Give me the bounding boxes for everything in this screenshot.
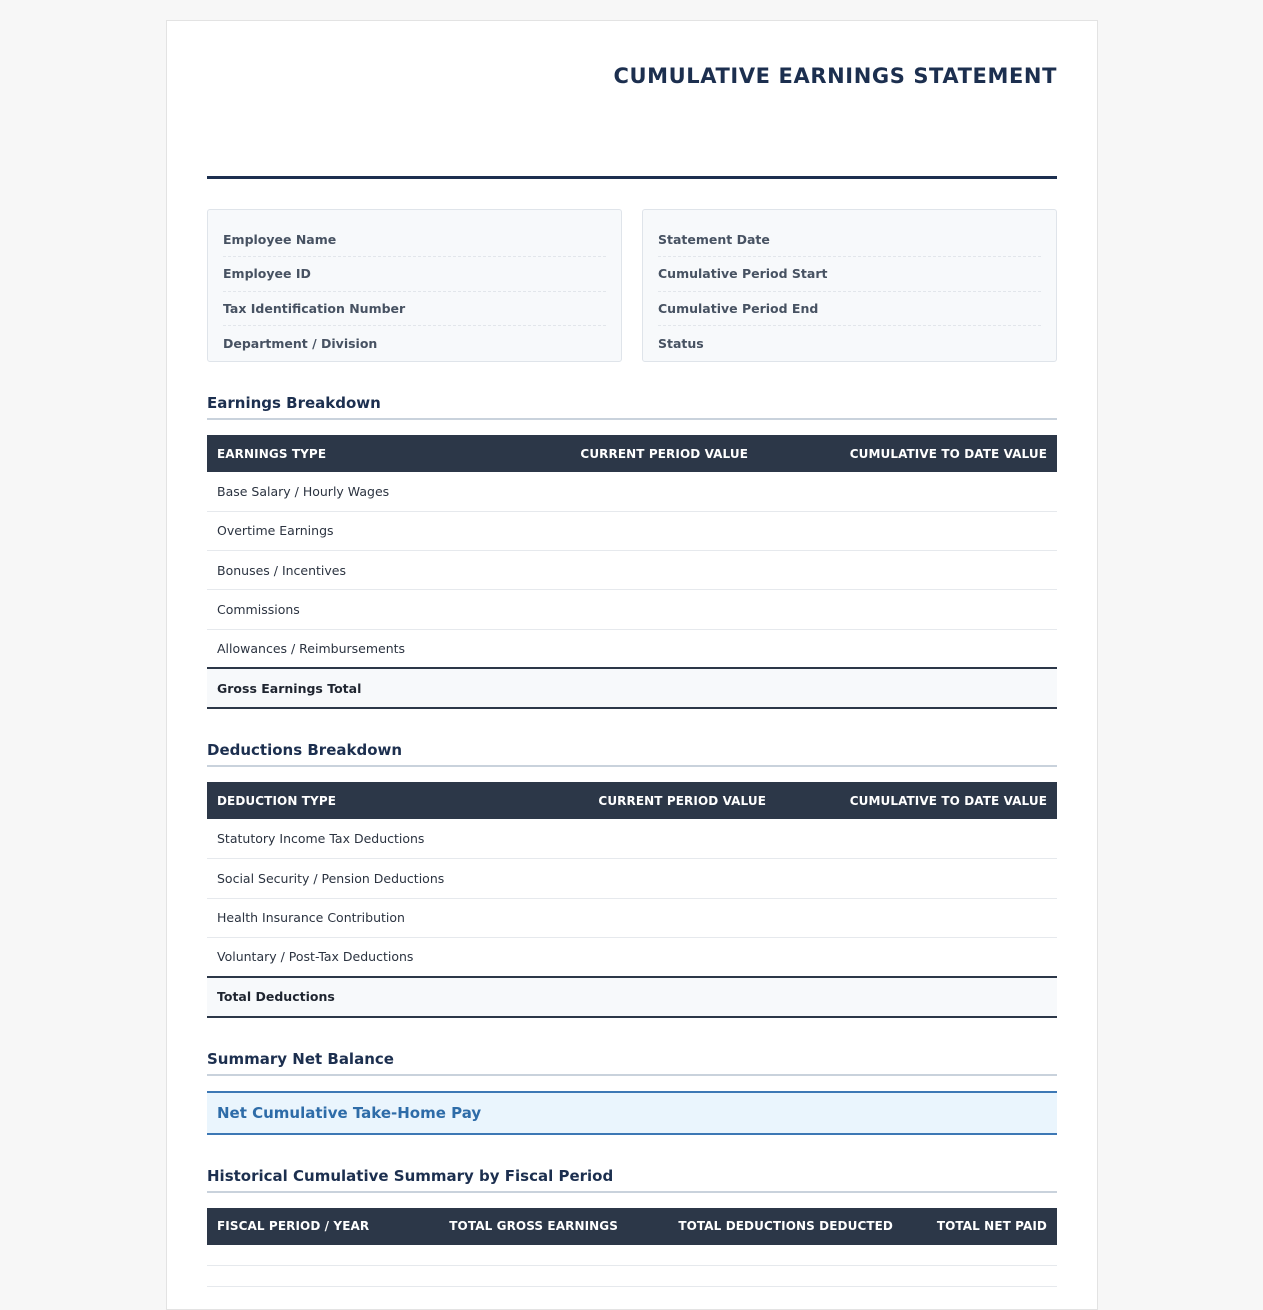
deduction-type-cell: Health Insurance Contribution — [207, 898, 507, 937]
column-header: EARNINGS TYPE — [217, 446, 327, 461]
info-row-statement-date: Statement Date — [658, 223, 1041, 257]
table-row — [207, 1266, 1057, 1287]
cumulative-value-cell — [758, 472, 1057, 511]
current-value-cell — [507, 590, 758, 629]
cumulative-value-cell — [758, 511, 1057, 550]
info-row-period-end: Cumulative Period End — [658, 292, 1041, 326]
history-header-row — [207, 1208, 1057, 1245]
table-row — [207, 819, 1057, 858]
current-value-cell — [507, 898, 776, 937]
column-header: TOTAL NET PAID — [936, 1219, 1047, 1234]
info-row-department: Department / Division — [223, 335, 378, 351]
cumulative-value-cell — [758, 590, 1057, 629]
gross-earnings-total-row — [207, 668, 1057, 708]
total-label: Gross Earnings Total — [207, 668, 507, 708]
column-header: FISCAL PERIOD / YEAR — [217, 1219, 370, 1234]
earnings-type-cell: Commissions — [207, 590, 507, 629]
info-row-employee-name: Employee Name — [223, 223, 606, 257]
table-row — [207, 859, 1057, 898]
current-value-cell — [507, 472, 758, 511]
table-row — [207, 551, 1057, 590]
total-current-cell — [507, 668, 758, 708]
deductions-section-title: Deductions Breakdown — [207, 741, 1057, 767]
summary-section-title: Summary Net Balance — [207, 1050, 1057, 1076]
history-cell — [628, 1266, 903, 1287]
deductions-header-row — [207, 782, 1057, 819]
document-title: CUMULATIVE EARNINGS STATEMENT — [613, 64, 1057, 88]
column-header: TOTAL DEDUCTIONS DEDUCTED — [678, 1219, 893, 1234]
history-cell — [207, 1245, 437, 1266]
current-value-cell — [507, 819, 776, 858]
current-value-cell — [507, 937, 776, 976]
cumulative-value-cell — [776, 937, 1057, 976]
table-row — [207, 472, 1057, 511]
statement-page — [166, 20, 1098, 1310]
deduction-type-cell: Statutory Income Tax Deductions — [207, 819, 507, 858]
deduction-type-cell: Voluntary / Post-Tax Deductions — [207, 937, 507, 976]
total-deductions-row — [207, 977, 1057, 1017]
earnings-table — [207, 435, 1057, 709]
history-table — [207, 1208, 1057, 1288]
document-header — [207, 21, 1057, 179]
table-row — [207, 590, 1057, 629]
history-cell — [903, 1245, 1057, 1266]
table-row — [207, 629, 1057, 668]
history-cell — [207, 1266, 437, 1287]
earnings-section-title: Earnings Breakdown — [207, 394, 1057, 420]
earnings-type-cell: Allowances / Reimbursements — [207, 629, 507, 668]
net-take-home-label: Net Cumulative Take-Home Pay — [217, 1103, 482, 1122]
column-header: TOTAL GROSS EARNINGS — [449, 1219, 618, 1234]
deduction-type-cell: Social Security / Pension Deductions — [207, 859, 507, 898]
table-row — [207, 511, 1057, 550]
statement-info-card — [642, 209, 1057, 362]
total-current-cell — [507, 977, 776, 1017]
current-value-cell — [507, 629, 758, 668]
history-cell — [903, 1266, 1057, 1287]
info-row-status: Status — [658, 335, 704, 351]
cumulative-value-cell — [758, 551, 1057, 590]
earnings-type-cell: Overtime Earnings — [207, 511, 507, 550]
earnings-type-cell: Bonuses / Incentives — [207, 551, 507, 590]
current-value-cell — [507, 511, 758, 550]
cumulative-value-cell — [776, 859, 1057, 898]
net-take-home-box — [207, 1091, 1057, 1135]
info-row-tax-id: Tax Identification Number — [223, 292, 606, 326]
deductions-table — [207, 782, 1057, 1017]
table-row — [207, 898, 1057, 937]
table-row — [207, 1245, 1057, 1266]
column-header: CUMULATIVE TO DATE VALUE — [849, 793, 1047, 808]
employee-info-grid — [207, 209, 1057, 362]
earnings-type-cell: Base Salary / Hourly Wages — [207, 472, 507, 511]
earnings-header-row — [207, 435, 1057, 472]
employee-info-card — [207, 209, 622, 362]
history-cell — [437, 1245, 628, 1266]
current-value-cell — [507, 859, 776, 898]
column-header: CUMULATIVE TO DATE VALUE — [849, 446, 1047, 461]
history-section-title: Historical Cumulative Summary by Fiscal Period — [207, 1167, 1057, 1193]
info-row-employee-id: Employee ID — [223, 257, 606, 291]
current-value-cell — [507, 551, 758, 590]
cumulative-value-cell — [776, 819, 1057, 858]
cumulative-value-cell — [776, 898, 1057, 937]
total-cumulative-cell — [776, 977, 1057, 1017]
history-cell — [628, 1245, 903, 1266]
history-cell — [437, 1266, 628, 1287]
column-header: CURRENT PERIOD VALUE — [598, 793, 766, 808]
total-cumulative-cell — [758, 668, 1057, 708]
column-header: DEDUCTION TYPE — [217, 793, 337, 808]
info-row-period-start: Cumulative Period Start — [658, 257, 1041, 291]
cumulative-value-cell — [758, 629, 1057, 668]
column-header: CURRENT PERIOD VALUE — [580, 446, 748, 461]
table-row — [207, 937, 1057, 976]
total-label: Total Deductions — [207, 977, 507, 1017]
